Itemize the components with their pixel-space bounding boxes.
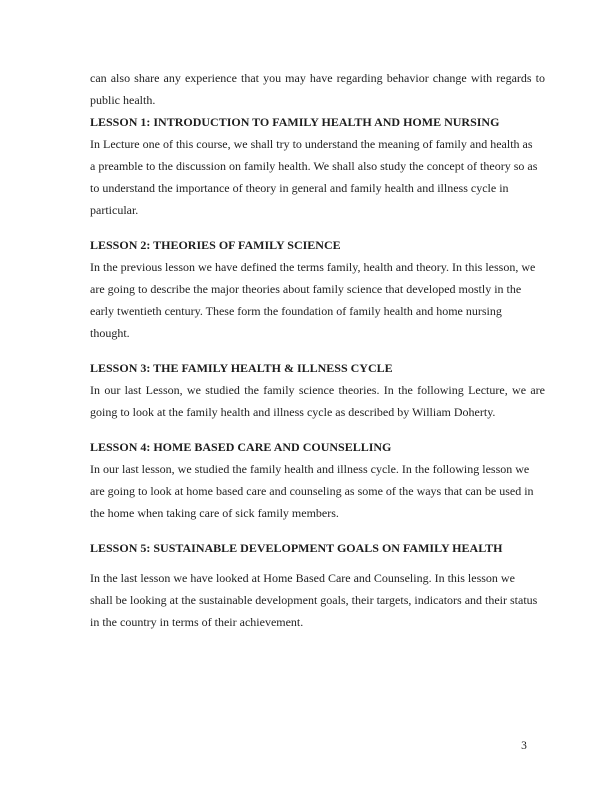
lesson-1-heading: LESSON 1: INTRODUCTION TO FAMILY HEALTH AND HOME NURSING [90,115,500,129]
lesson-4-heading: LESSON 4: HOME BASED CARE AND COUNSELLING [90,440,392,454]
lesson-4-paragraph-line: are going to look at home based care and counseling as some of the ways that can be used in [90,484,534,498]
page-number: 3 [521,740,527,752]
intro-continuation-paragraph-line: can also share any experience that you may have regarding behavior change with regards to [90,71,545,85]
lesson-2-heading: LESSON 2: THEORIES OF FAMILY SCIENCE [90,238,341,252]
lesson-1-paragraph-line: a preamble to the discussion on family health. We shall also study the concept of theory so as [90,159,538,173]
lesson-1-paragraph-line: In Lecture one of this course, we shall try to understand the meaning of family and health as [90,137,533,151]
document-body [90,67,545,633]
lesson-2-paragraph-line: early twentieth century. These form the foundation of family health and home nursing [90,304,502,318]
lesson-1-paragraph-line: to understand the importance of theory in general and family health and illness cycle in [90,181,509,195]
lesson-5-paragraph-line: shall be looking at the sustainable development goals, their targets, indicators and their status [90,593,538,607]
lesson-4-paragraph-line: In our last lesson, we studied the family health and illness cycle. In the following lesson we [90,462,530,476]
lesson-5-paragraph-line: In the last lesson we have looked at Home Based Care and Counseling. In this lesson we [90,571,515,585]
lesson-5-paragraph-line: in the country in terms of their achievement. [90,615,304,629]
lesson-3-paragraph-line: In our last Lesson, we studied the family science theories. In the following Lecture, we are [90,383,545,397]
lesson-3-paragraph-line: going to look at the family health and illness cycle as described by William Doherty. [90,405,496,419]
paragraph-spacer [90,344,545,357]
lesson-2-paragraph-line: thought. [90,326,130,340]
lesson-4-paragraph-line: the home when taking care of sick family members. [90,506,339,520]
paragraph-spacer [90,524,545,537]
paragraph-spacer [90,423,545,436]
paragraph-spacer [90,559,545,567]
lesson-2-paragraph-line: are going to describe the major theories about family science that developed mostly in the [90,282,522,296]
lesson-3-heading: LESSON 3: THE FAMILY HEALTH & ILLNESS CYCLE [90,361,393,375]
paragraph-spacer [90,221,545,234]
lesson-2-paragraph-line: In the previous lesson we have defined the terms family, health and theory. In this lesson, we [90,260,536,274]
lesson-1-paragraph-line: particular. [90,203,139,217]
intro-continuation-paragraph-line: public health. [90,93,156,107]
lesson-5-heading: LESSON 5: SUSTAINABLE DEVELOPMENT GOALS ON FAMILY HEALTH [90,541,503,555]
